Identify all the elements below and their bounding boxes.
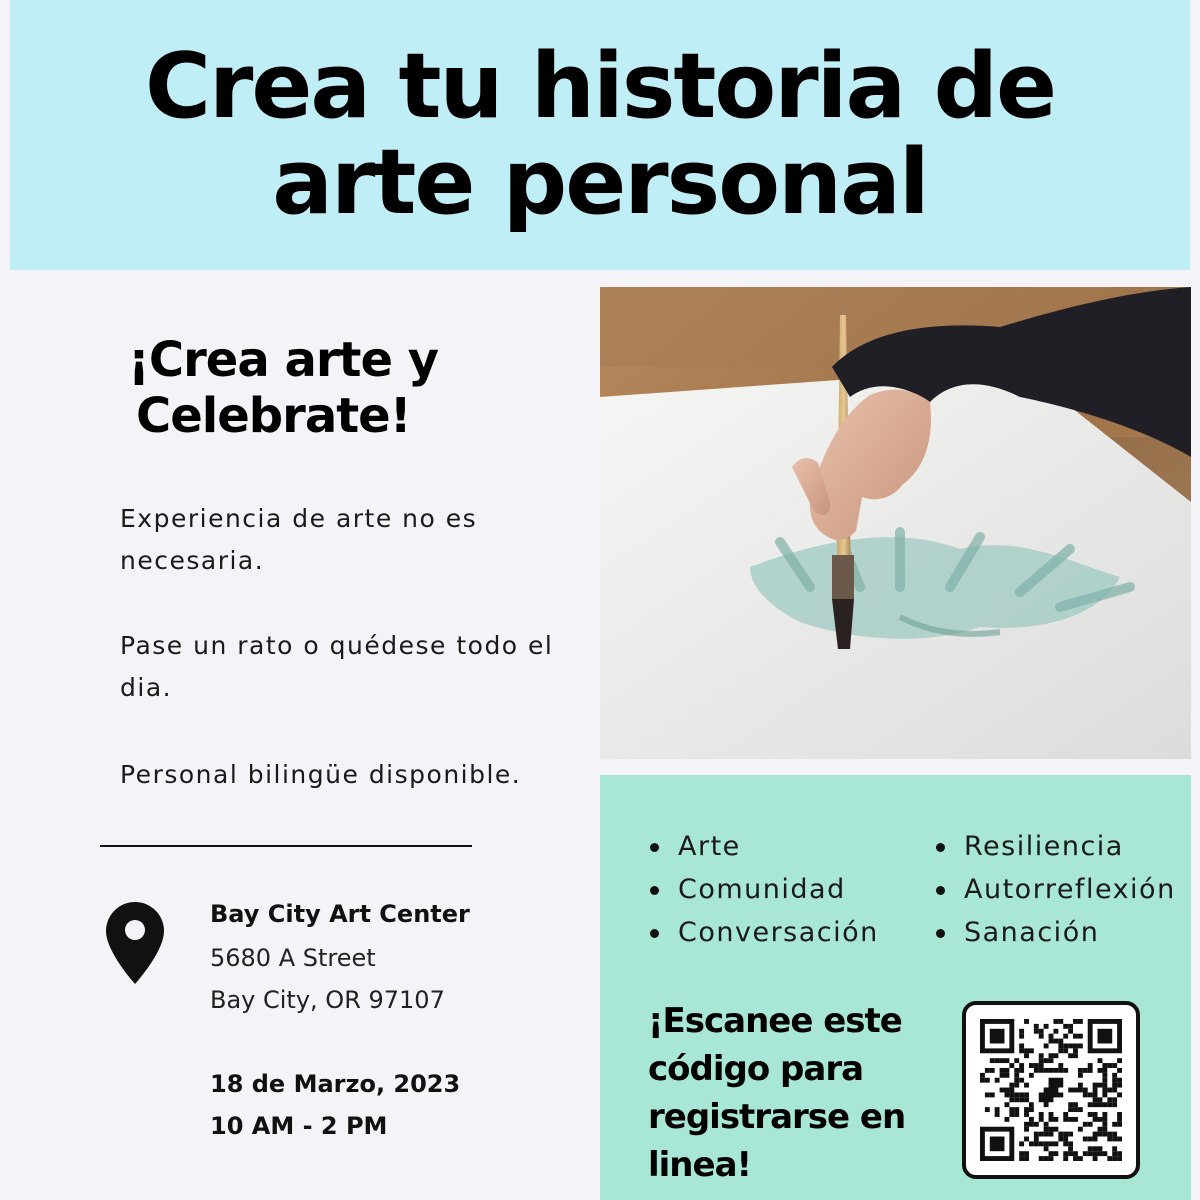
cta-line: ¡Escanee este xyxy=(648,1001,902,1041)
title-line-1: Crea tu historia de xyxy=(144,34,1056,139)
cta-line: linea! xyxy=(648,1145,752,1185)
info-column xyxy=(0,270,600,1200)
title-line-2: arte personal xyxy=(272,130,928,235)
venue-name: Bay City Art Center xyxy=(210,900,470,928)
venue-street: 5680 A Street xyxy=(210,944,376,972)
header-banner xyxy=(10,0,1190,270)
event-date: 18 de Marzo, 2023 xyxy=(210,1070,461,1098)
event-time: 10 AM - 2 PM xyxy=(210,1112,388,1140)
themes-list-right xyxy=(932,825,1176,954)
list-item: Sanación xyxy=(932,911,1176,954)
divider xyxy=(100,845,472,847)
map-pin-icon xyxy=(106,902,164,984)
list-item: Conversación xyxy=(646,911,879,954)
subheading xyxy=(128,332,438,444)
cta-line: código para xyxy=(648,1049,864,1089)
note-bilingual: Personal bilingüe disponible. xyxy=(120,760,522,789)
list-item: Resiliencia xyxy=(932,825,1176,868)
cta-line: registrarse en xyxy=(648,1097,906,1137)
list-item: Comunidad xyxy=(646,868,879,911)
qr-code[interactable] xyxy=(962,1001,1140,1179)
list-item: Autorreflexión xyxy=(932,868,1176,911)
painting-photo xyxy=(600,287,1191,759)
themes-panel xyxy=(600,775,1191,1200)
themes-list-left xyxy=(646,825,879,954)
list-item: Arte xyxy=(646,825,879,868)
qr-code-icon[interactable] xyxy=(980,1019,1122,1161)
note-experience: Experiencia de arte no es necesaria. xyxy=(120,504,478,575)
page-title xyxy=(40,34,1160,235)
venue-city: Bay City, OR 97107 xyxy=(210,986,445,1014)
subheading-line-1: ¡Crea arte y xyxy=(128,332,439,388)
register-cta xyxy=(648,997,948,1189)
subheading-line-2: Celebrate! xyxy=(136,388,411,444)
note-drop-in: Pase un rato o quédese todo el dia. xyxy=(120,631,554,702)
